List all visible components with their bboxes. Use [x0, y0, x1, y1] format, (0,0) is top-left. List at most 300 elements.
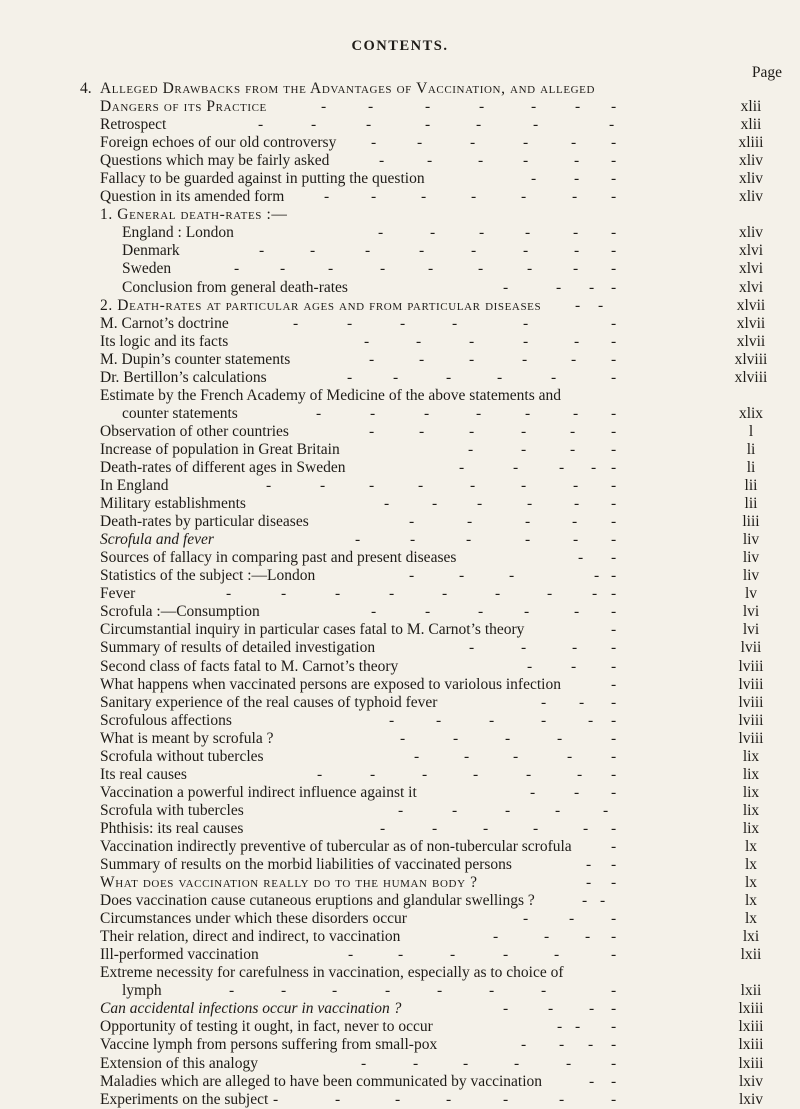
leader-dash: - — [611, 278, 617, 296]
leader-dash: - — [583, 819, 589, 837]
leader-dash: - — [611, 675, 617, 693]
toc-entry — [0, 441, 800, 459]
toc-entry-text: Opportunity of testing it ought, in fact, never to occur — [100, 1018, 433, 1036]
toc-entry — [0, 856, 800, 874]
leader-dash: - — [335, 1090, 341, 1108]
toc-entry-page: lxiii — [738, 1036, 764, 1054]
toc-entry-text: Summary of results of detailed investigation — [100, 639, 376, 657]
leader-dash: - — [574, 170, 580, 188]
leader-dash: - — [611, 404, 617, 422]
leader-dash: - — [600, 892, 606, 910]
page-column-label: Page — [751, 64, 782, 81]
toc-entry — [0, 982, 800, 1000]
toc-entry — [0, 297, 800, 315]
leader-dash: - — [453, 729, 459, 747]
toc-entry-text: Sanitary experience of the real causes of typhoid fever — [100, 693, 438, 711]
toc-entry-text: Sweden — [122, 260, 172, 278]
leader-dash: - — [573, 531, 579, 549]
toc-entry — [0, 748, 800, 766]
leader-dash: - — [611, 422, 617, 440]
toc-entry — [0, 224, 800, 242]
leader-dash: - — [393, 368, 399, 386]
toc-entry-text: counter statements — [122, 404, 238, 422]
leader-dash: - — [588, 711, 594, 729]
leader-dash: - — [611, 910, 617, 928]
leader-dash: - — [478, 603, 484, 621]
leader-dash: - — [573, 224, 579, 242]
leader-dash: - — [611, 837, 617, 855]
leader-dash: - — [541, 693, 547, 711]
leader-dash: - — [422, 765, 428, 783]
toc-entry — [0, 784, 800, 802]
leader-dash: - — [611, 440, 617, 458]
leader-dash: - — [368, 98, 374, 116]
section-title-line2 — [0, 98, 800, 116]
leader-dash: - — [530, 783, 536, 801]
leader-dash: - — [437, 982, 443, 1000]
toc-entry-page: liv — [742, 531, 760, 549]
leader-dash: - — [471, 188, 477, 206]
leader-dash: - — [571, 350, 577, 368]
toc-entry — [0, 766, 800, 784]
toc-entry — [0, 116, 800, 134]
toc-entry-text: Scrofulous affections — [100, 711, 232, 729]
toc-entry-text: Experiments on the subject — [100, 1090, 269, 1108]
leader-dash: - — [316, 404, 322, 422]
leader-dash: - — [503, 946, 509, 964]
toc-entry-page: xliv — [738, 170, 764, 188]
leader-dash: - — [589, 1072, 595, 1090]
leader-dash: - — [574, 783, 580, 801]
leader-dash: - — [419, 242, 425, 260]
toc-entry-text: Fallacy to be guarded against in putting the question — [100, 170, 425, 188]
leader-dash: - — [417, 134, 423, 152]
toc-entry-text: Can accidental infections occur in vaccination ? — [100, 1000, 402, 1018]
leader-dash: - — [361, 1054, 367, 1072]
leader-dash: - — [611, 242, 617, 260]
toc-entry-page: xliv — [738, 188, 764, 206]
leader-dash: - — [570, 440, 576, 458]
leader-dash: - — [446, 368, 452, 386]
leader-dash: - — [521, 477, 527, 495]
leader-dash: - — [611, 856, 617, 874]
leader-dash: - — [414, 747, 420, 765]
toc-entry — [0, 892, 800, 910]
leader-dash: - — [531, 98, 537, 116]
leader-dash: - — [293, 314, 299, 332]
leader-dash: - — [409, 513, 415, 531]
leader-dash: - — [567, 747, 573, 765]
toc-entry-text: Scrofula with tubercles — [100, 801, 244, 819]
leader-dash: - — [489, 982, 495, 1000]
toc-entry-page: lv — [744, 585, 758, 603]
leader-dash: - — [570, 422, 576, 440]
leader-dash: - — [611, 639, 617, 657]
leader-dash: - — [592, 585, 598, 603]
leader-dash: - — [425, 116, 431, 134]
leader-dash: - — [523, 332, 529, 350]
toc-entry-text: Its real causes — [100, 765, 187, 783]
leader-dash: - — [442, 585, 448, 603]
leader-dash: - — [559, 1036, 565, 1054]
leader-dash: - — [611, 332, 617, 350]
toc-entry-page: xlviii — [734, 368, 768, 386]
leader-dash: - — [611, 1036, 617, 1054]
leader-dash: - — [450, 946, 456, 964]
toc-entry-text: Vaccination indirectly preventive of tubercular as of non-tubercular scrofula — [100, 837, 572, 855]
leader-dash: - — [611, 603, 617, 621]
section-number: 4. — [80, 80, 92, 97]
toc-entry-text: Death-rates by particular diseases — [100, 513, 309, 531]
leader-dash: - — [369, 350, 375, 368]
toc-entry — [0, 1073, 800, 1091]
leader-dash: - — [521, 188, 527, 206]
leader-dash: - — [611, 657, 617, 675]
leader-dash: - — [611, 621, 617, 639]
toc-entry-text: Observation of other countries — [100, 422, 289, 440]
leader-dash: - — [574, 332, 580, 350]
leader-dash: - — [575, 98, 581, 116]
toc-entry-text: Scrofula :—Consumption — [100, 603, 260, 621]
leader-dash: - — [573, 404, 579, 422]
leader-dash: - — [588, 1036, 594, 1054]
leader-dash: - — [527, 495, 533, 513]
leader-dash: - — [321, 98, 327, 116]
leader-dash: - — [366, 116, 372, 134]
leader-dash: - — [311, 116, 317, 134]
toc-entry — [0, 549, 800, 567]
toc-entry-page: xlviii — [734, 350, 768, 368]
toc-entry-page: lviii — [738, 711, 764, 729]
leader-dash: - — [575, 296, 581, 314]
toc-entry — [0, 1000, 800, 1018]
toc-entry-page: lviii — [738, 729, 764, 747]
leader-dash: - — [430, 224, 436, 242]
toc-entry-page: lvi — [742, 621, 760, 639]
toc-entry-page: lx — [744, 837, 758, 855]
leader-dash: - — [324, 188, 330, 206]
toc-entry — [0, 459, 800, 477]
toc-entry — [0, 712, 800, 730]
leader-dash: - — [541, 711, 547, 729]
toc-entry-text: England : London — [122, 224, 234, 242]
leader-dash: - — [611, 946, 617, 964]
toc-entry — [0, 603, 800, 621]
toc-entry-text: Denmark — [122, 242, 180, 260]
leader-dash: - — [611, 783, 617, 801]
leader-dash: - — [572, 188, 578, 206]
toc-entry-text: Circumstances under which these disorders occur — [100, 910, 407, 928]
leader-dash: - — [470, 477, 476, 495]
leader-dash: - — [497, 368, 503, 386]
leader-dash: - — [258, 116, 264, 134]
toc-entry-page: liv — [742, 567, 760, 585]
leader-dash: - — [470, 134, 476, 152]
leader-dash: - — [398, 946, 404, 964]
leader-dash: - — [493, 928, 499, 946]
toc-entry-text: What does vaccination really do to the human body ? — [100, 874, 478, 892]
toc-entry-page: li — [746, 458, 756, 476]
toc-entry-page: xlvi — [738, 260, 764, 278]
toc-entry-page: lxiii — [738, 1054, 764, 1072]
leader-dash: - — [371, 134, 377, 152]
leader-dash: - — [575, 1018, 581, 1036]
leader-dash: - — [513, 747, 519, 765]
leader-dash: - — [478, 152, 484, 170]
toc-entry — [0, 477, 800, 495]
leader-dash: - — [603, 801, 609, 819]
leader-dash: - — [389, 711, 395, 729]
toc-entry-text: Scrofula and fever — [100, 531, 214, 549]
leader-dash: - — [598, 296, 604, 314]
leader-dash: - — [533, 819, 539, 837]
leader-dash: - — [554, 946, 560, 964]
entry-list — [0, 116, 800, 1109]
leader-dash: - — [459, 458, 465, 476]
leader-dash: - — [452, 801, 458, 819]
toc-entries — [0, 80, 800, 1109]
leader-dash: - — [611, 729, 617, 747]
toc-entry-text: lymph — [122, 982, 162, 1000]
leader-dash: - — [467, 513, 473, 531]
leader-dash: - — [611, 170, 617, 188]
toc-entry-page: lxii — [740, 982, 762, 1000]
toc-entry — [0, 405, 800, 423]
leader-dash: - — [483, 819, 489, 837]
leader-dash: - — [317, 765, 323, 783]
leader-dash: - — [380, 260, 386, 278]
leader-dash: - — [574, 603, 580, 621]
toc-entry-page: xlvii — [736, 332, 766, 350]
toc-entry-text: Scrofula without tubercles — [100, 747, 264, 765]
leader-dash: - — [514, 1054, 520, 1072]
leader-dash: - — [226, 585, 232, 603]
toc-entry — [0, 206, 800, 224]
leader-dash: - — [611, 982, 617, 1000]
leader-dash: - — [573, 260, 579, 278]
leader-dash: - — [332, 982, 338, 1000]
toc-entry-page: xlii — [740, 116, 762, 134]
leader-dash: - — [577, 765, 583, 783]
leader-dash: - — [569, 910, 575, 928]
toc-entry-page: lix — [742, 765, 760, 783]
toc-entry — [0, 838, 800, 856]
leader-dash: - — [611, 513, 617, 531]
leader-dash: - — [398, 801, 404, 819]
toc-entry — [0, 315, 800, 333]
toc-entry — [0, 567, 800, 585]
leader-dash: - — [469, 350, 475, 368]
leader-dash: - — [364, 332, 370, 350]
leader-dash: - — [525, 513, 531, 531]
leader-dash: - — [463, 1054, 469, 1072]
leader-dash: - — [611, 314, 617, 332]
toc-entry-text: Summary of results on the morbid liabilities of vaccinated persons — [100, 856, 512, 874]
toc-entry — [0, 513, 800, 531]
leader-dash: - — [574, 495, 580, 513]
toc-entry-text: Circumstantial inquiry in particular cases fatal to M. Carnot’s theory — [100, 621, 525, 639]
toc-entry-text: Phthisis: its real causes — [100, 819, 244, 837]
leader-dash: - — [523, 152, 529, 170]
leader-dash: - — [578, 549, 584, 567]
section-title-text-2: Dangers of its Practice — [100, 98, 267, 116]
leader-dash: - — [281, 585, 287, 603]
leader-dash: - — [611, 1072, 617, 1090]
toc-entry-text: Retrospect — [100, 116, 167, 134]
leader-dash: - — [505, 729, 511, 747]
toc-entry-page: lx — [744, 874, 758, 892]
leader-dash: - — [421, 188, 427, 206]
leader-dash: - — [469, 639, 475, 657]
toc-entry — [0, 1036, 800, 1054]
toc-entry-text: Foreign echoes of our old controversy — [100, 134, 337, 152]
leader-dash: - — [473, 765, 479, 783]
leader-dash: - — [566, 1054, 572, 1072]
toc-entry-page: lx — [744, 892, 758, 910]
leader-dash: - — [416, 332, 422, 350]
leader-dash: - — [524, 603, 530, 621]
leader-dash: - — [234, 260, 240, 278]
toc-entry-page: lviii — [738, 657, 764, 675]
toc-entry-text: Death-rates of different ages in Sweden — [100, 458, 346, 476]
leader-dash: - — [400, 729, 406, 747]
leader-dash: - — [489, 711, 495, 729]
leader-dash: - — [503, 1090, 509, 1108]
toc-entry-page: liv — [742, 549, 760, 567]
toc-entry-page: lxiii — [738, 1018, 764, 1036]
toc-entry — [0, 188, 800, 206]
leader-dash: - — [273, 1090, 279, 1108]
leader-dash: - — [589, 1000, 595, 1018]
leader-dash: - — [544, 928, 550, 946]
toc-entry-page: lxi — [742, 928, 760, 946]
leader-dash: - — [266, 477, 272, 495]
toc-entry — [0, 134, 800, 152]
leader-dash: - — [259, 242, 265, 260]
toc-entry-text: Second class of facts fatal to M. Carnot’s theory — [100, 657, 399, 675]
leader-dash: - — [523, 314, 529, 332]
leader-dash: - — [611, 152, 617, 170]
leader-dash: - — [427, 152, 433, 170]
leader-dash: - — [551, 368, 557, 386]
leader-dash: - — [611, 1090, 617, 1108]
toc-entry-text: What is meant by scrofula ? — [100, 729, 274, 747]
leader-dash: - — [452, 314, 458, 332]
leader-dash: - — [476, 116, 482, 134]
toc-entry-page: lxiv — [738, 1072, 764, 1090]
toc-entry — [0, 170, 800, 188]
toc-entry-page: lii — [744, 495, 758, 513]
leader-dash: - — [522, 350, 528, 368]
toc-entry — [0, 369, 800, 387]
leader-dash: - — [525, 404, 531, 422]
leader-dash: - — [572, 639, 578, 657]
leader-dash: - — [419, 350, 425, 368]
toc-entry-page: xlvii — [736, 296, 766, 314]
leader-dash: - — [280, 260, 286, 278]
toc-entry-page: l — [748, 422, 754, 440]
leader-dash: - — [348, 946, 354, 964]
toc-entry-page: lx — [744, 910, 758, 928]
leader-dash: - — [471, 242, 477, 260]
leader-dash: - — [611, 260, 617, 278]
leader-dash: - — [525, 224, 531, 242]
toc-entry — [0, 928, 800, 946]
toc-entry — [0, 730, 800, 748]
leader-dash: - — [380, 819, 386, 837]
leader-dash: - — [611, 495, 617, 513]
leader-dash: - — [328, 260, 334, 278]
leader-dash: - — [611, 549, 617, 567]
leader-dash: - — [335, 585, 341, 603]
toc-entry — [0, 351, 800, 369]
toc-entry — [0, 333, 800, 351]
leader-dash: - — [611, 368, 617, 386]
running-head: CONTENTS. — [351, 38, 449, 54]
leader-dash: - — [479, 98, 485, 116]
leader-dash: - — [464, 747, 470, 765]
leader-dash: - — [611, 134, 617, 152]
leader-dash: - — [469, 332, 475, 350]
leader-dash: - — [611, 350, 617, 368]
leader-dash: - — [370, 765, 376, 783]
leader-dash: - — [574, 152, 580, 170]
leader-dash: - — [609, 116, 615, 134]
toc-entry-page: xlvi — [738, 242, 764, 260]
toc-entry-page: lxii — [740, 946, 762, 964]
toc-entry-page: lxiii — [738, 1000, 764, 1018]
toc-entry-page: li — [746, 440, 756, 458]
toc-entry-text: Sources of fallacy in comparing past and present diseases — [100, 549, 457, 567]
leader-dash: - — [521, 639, 527, 657]
toc-entry — [0, 639, 800, 657]
toc-entry-page: lviii — [738, 693, 764, 711]
leader-dash: - — [432, 495, 438, 513]
leader-dash: - — [477, 495, 483, 513]
leader-dash: - — [579, 693, 585, 711]
leader-dash: - — [355, 531, 361, 549]
leader-dash: - — [521, 440, 527, 458]
leader-dash: - — [521, 422, 527, 440]
leader-dash: - — [505, 801, 511, 819]
leader-dash: - — [611, 747, 617, 765]
leader-dash: - — [591, 458, 597, 476]
leader-dash: - — [531, 170, 537, 188]
toc-entry-text: Fever — [100, 585, 136, 603]
leader-dash: - — [369, 422, 375, 440]
leader-dash: - — [378, 224, 384, 242]
leader-dash: - — [611, 693, 617, 711]
leader-dash: - — [557, 729, 563, 747]
toc-entry-text: 2. Death-rates at particular ages and from particular diseases — [100, 296, 542, 314]
leader-dash: - — [365, 242, 371, 260]
leader-dash: - — [370, 404, 376, 422]
leader-dash: - — [425, 98, 431, 116]
toc-entry — [0, 242, 800, 260]
toc-entry-text: 1. General death-rates :— — [100, 206, 288, 224]
toc-entry-text: Ill-performed vaccination — [100, 946, 259, 964]
toc-entry-text: In England — [100, 477, 169, 495]
leader-dash: - — [371, 188, 377, 206]
leader-dash: - — [229, 982, 235, 1000]
leader-dash: - — [611, 1018, 617, 1036]
toc-entry-text: Vaccine lymph from persons suffering from small-pox — [100, 1036, 438, 1054]
leader-dash: - — [573, 477, 579, 495]
leader-dash: - — [523, 910, 529, 928]
leader-dash: - — [548, 1000, 554, 1018]
toc-entry-text: Does vaccination cause cutaneous eruptions and glandular swellings ? — [100, 892, 535, 910]
leader-dash: - — [611, 224, 617, 242]
